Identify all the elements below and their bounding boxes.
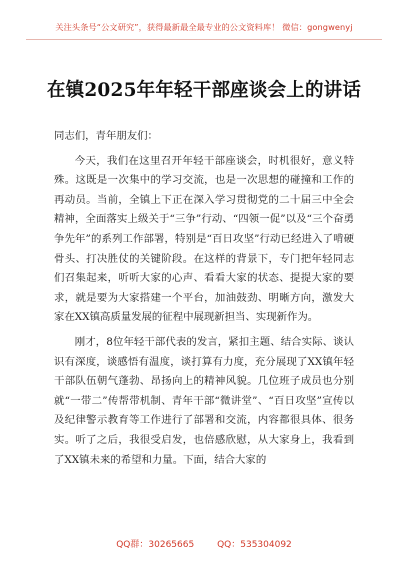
footer-contact bbox=[0, 537, 408, 550]
header-divider bbox=[26, 39, 382, 40]
document-title: 在镇2025年年轻干部座谈会上的讲话 bbox=[46, 80, 362, 101]
document-body bbox=[54, 127, 354, 475]
header-banner: 关注头条号“公文研究”，获得最新最全最专业的公文资料库！ 微信：gongwenyj bbox=[55, 22, 353, 32]
footer-qq-group: QQ群：30265665 bbox=[116, 540, 195, 550]
paragraph: 刚才，8位年轻干部代表的发言，紧扣主题、结合实际、谈认识有深度，谈感悟有温度，谈打算有力度，充分展现了XX镇年轻干部队伍朝气蓬勃、昂扬向上的精神风貌。几位班子成员也分别就“一带二”传帮带机制、青年干部“微讲堂”、“百日攻坚”宣传以及纪律警示教育等工作进行了部署和交流，内容都很具体、很务实。听了之后，我很受启发，也倍感欣慰，从大家身上，我看到了XX镇未来的希望和力量。下面，结合大家的 bbox=[54, 335, 354, 466]
paragraph: 今天，我们在这里召开年轻干部座谈会，时机很好，意义特殊。这既是一次集中的学习交流，也是一次思想的碰撞和工作的再动员。当前，全镇上下正在深入学习贯彻党的二十届三中全会精神，全面落实上级关于“三争”行动、“四领一促”以及“三个奋勇争先年”的系列工作部署，特别是“百日攻坚”行动已经进入了啃硬骨头、打决胜仗的关键阶段。在这样的背景下，专门把年轻同志们召集起来，听听大家的心声、看看大家的状态、提提大家的要求，就是要为大家搭建一个平台，加油鼓劲、明晰方向，激发大家在XX镇高质量发展的征程中展现新担当、实现新作为。 bbox=[54, 154, 354, 324]
salutation: 同志们，青年朋友们： bbox=[54, 130, 158, 142]
footer-qq: QQ：535304092 bbox=[217, 540, 292, 550]
